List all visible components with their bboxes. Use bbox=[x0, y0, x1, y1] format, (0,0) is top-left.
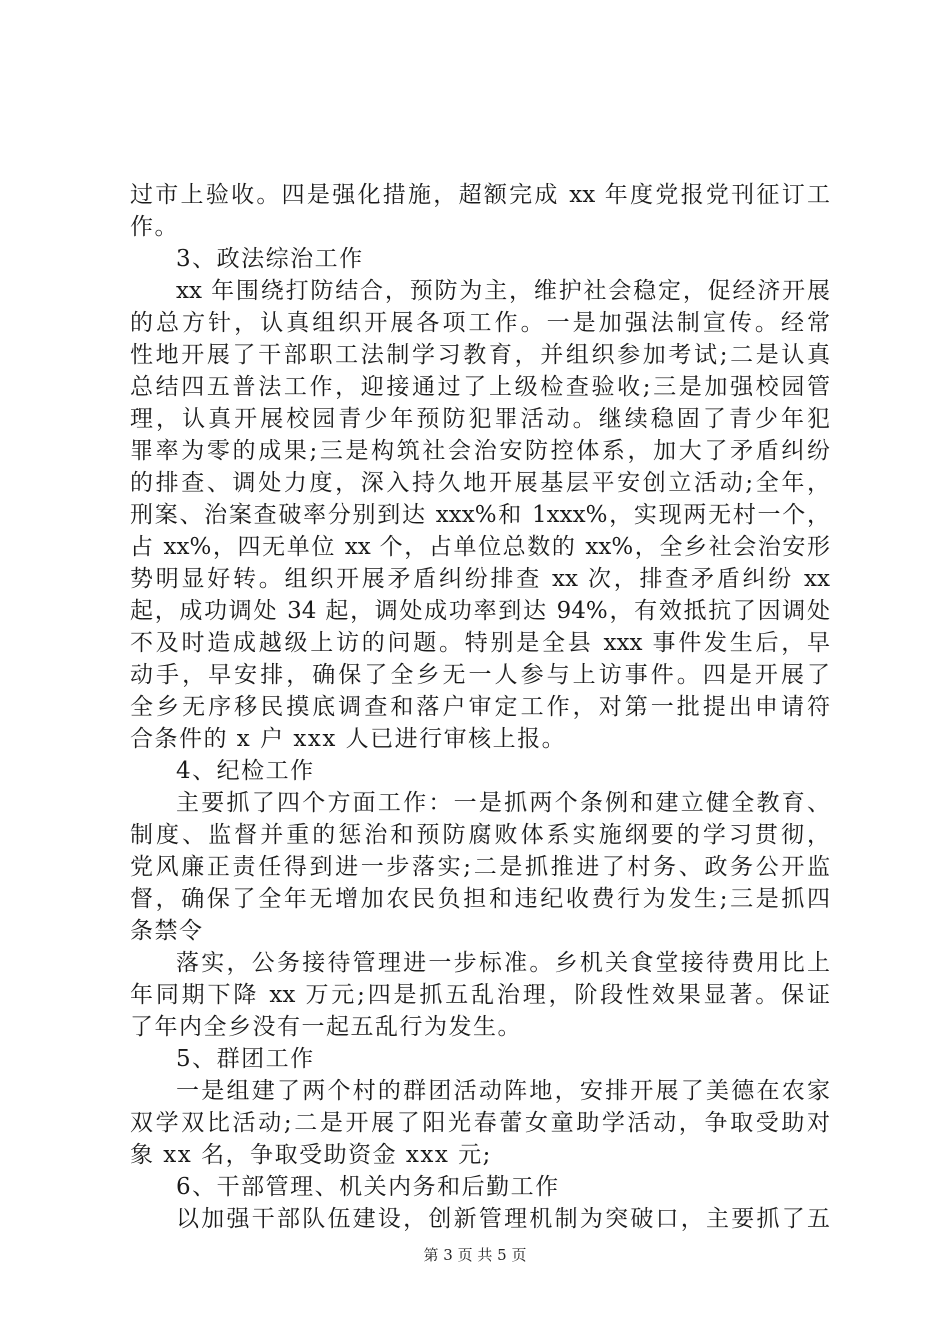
text-line: 条禁令 bbox=[130, 918, 204, 944]
text-line: 全乡无序移民摸底调查和落户审定工作，对第一批提出申请符 bbox=[130, 694, 830, 720]
text-line: 占 xx%，四无单位 xx 个，占单位总数的 xx%，全乡社会治安形 bbox=[130, 534, 830, 560]
text-line: 的总方针，认真组织开展各项工作。一是加强法制宣传。经常 bbox=[130, 310, 830, 336]
text-line: 4、纪检工作 bbox=[176, 758, 315, 784]
text-line: 制度、监督并重的惩治和预防腐败体系实施纲要的学习贯彻， bbox=[130, 822, 830, 848]
page-footer: 第 3 页 共 5 页 bbox=[423, 1246, 527, 1264]
text-line: 主要抓了四个方面工作：一是抓两个条例和建立健全教育、 bbox=[176, 790, 830, 816]
text-line: 督，确保了全年无增加农民负担和违纪收费行为发生;三是抓四 bbox=[130, 886, 830, 912]
text-line: 刑案、治案查破率分别到达 xxx%和 1xxx%，实现两无村一个， bbox=[130, 502, 830, 528]
text-line: 3、政法综治工作 bbox=[176, 246, 364, 272]
text-line: 性地开展了干部职工法制学习教育，并组织参加考试;二是认真 bbox=[130, 342, 830, 368]
text-line: 以加强干部队伍建设，创新管理机制为突破口，主要抓了五 bbox=[176, 1206, 830, 1232]
text-line: 罪率为零的成果;三是构筑社会治安防控体系，加大了矛盾纠纷 bbox=[130, 438, 830, 464]
text-line: 5、群团工作 bbox=[176, 1046, 315, 1072]
text-line: 总结四五普法工作，迎接通过了上级检查验收;三是加强校园管 bbox=[130, 374, 830, 400]
text-line: 势明显好转。组织开展矛盾纠纷排查 xx 次，排查矛盾纠纷 xx bbox=[130, 566, 830, 592]
text-line: 双学双比活动;二是开展了阳光春蕾女童助学活动，争取受助对 bbox=[130, 1110, 830, 1136]
text-line: 理，认真开展校园青少年预防犯罪活动。继续稳固了青少年犯 bbox=[130, 406, 830, 432]
text-line: 党风廉正责任得到进一步落实;二是抓推进了村务、政务公开监 bbox=[130, 854, 830, 880]
text-line: 落实，公务接待管理进一步标准。乡机关食堂接待费用比上 bbox=[176, 950, 830, 976]
document-body bbox=[130, 179, 830, 1235]
text-line: 起，成功调处 34 起，调处成功率到达 94%，有效抵抗了因调处 bbox=[130, 598, 830, 624]
text-line: 不及时造成越级上访的问题。特别是全县 xxx 事件发生后，早 bbox=[130, 630, 830, 656]
text-line: 了年内全乡没有一起五乱行为发生。 bbox=[130, 1014, 522, 1040]
text-line: 一是组建了两个村的群团活动阵地，安排开展了美德在农家 bbox=[176, 1078, 830, 1104]
text-line: xx 年围绕打防结合，预防为主，维护社会稳定，促经济开展 bbox=[176, 278, 830, 304]
text-line: 过市上验收。四是强化措施，超额完成 xx 年度党报党刊征订工 bbox=[130, 182, 830, 208]
text-line: 作。 bbox=[130, 214, 179, 240]
text-line: 象 xx 名，争取受助资金 xxx 元; bbox=[130, 1142, 492, 1168]
text-line: 动手，早安排，确保了全乡无一人参与上访事件。四是开展了 bbox=[130, 662, 830, 688]
text-line: 合条件的 x 户 xxx 人已进行审核上报。 bbox=[130, 726, 567, 752]
text-line: 年同期下降 xx 万元;四是抓五乱治理，阶段性效果显著。保证 bbox=[130, 982, 830, 1008]
text-line: 6、干部管理、机关内务和后勤工作 bbox=[176, 1174, 560, 1200]
text-line: 的排查、调处力度，深入持久地开展基层平安创立活动;全年， bbox=[130, 470, 830, 496]
